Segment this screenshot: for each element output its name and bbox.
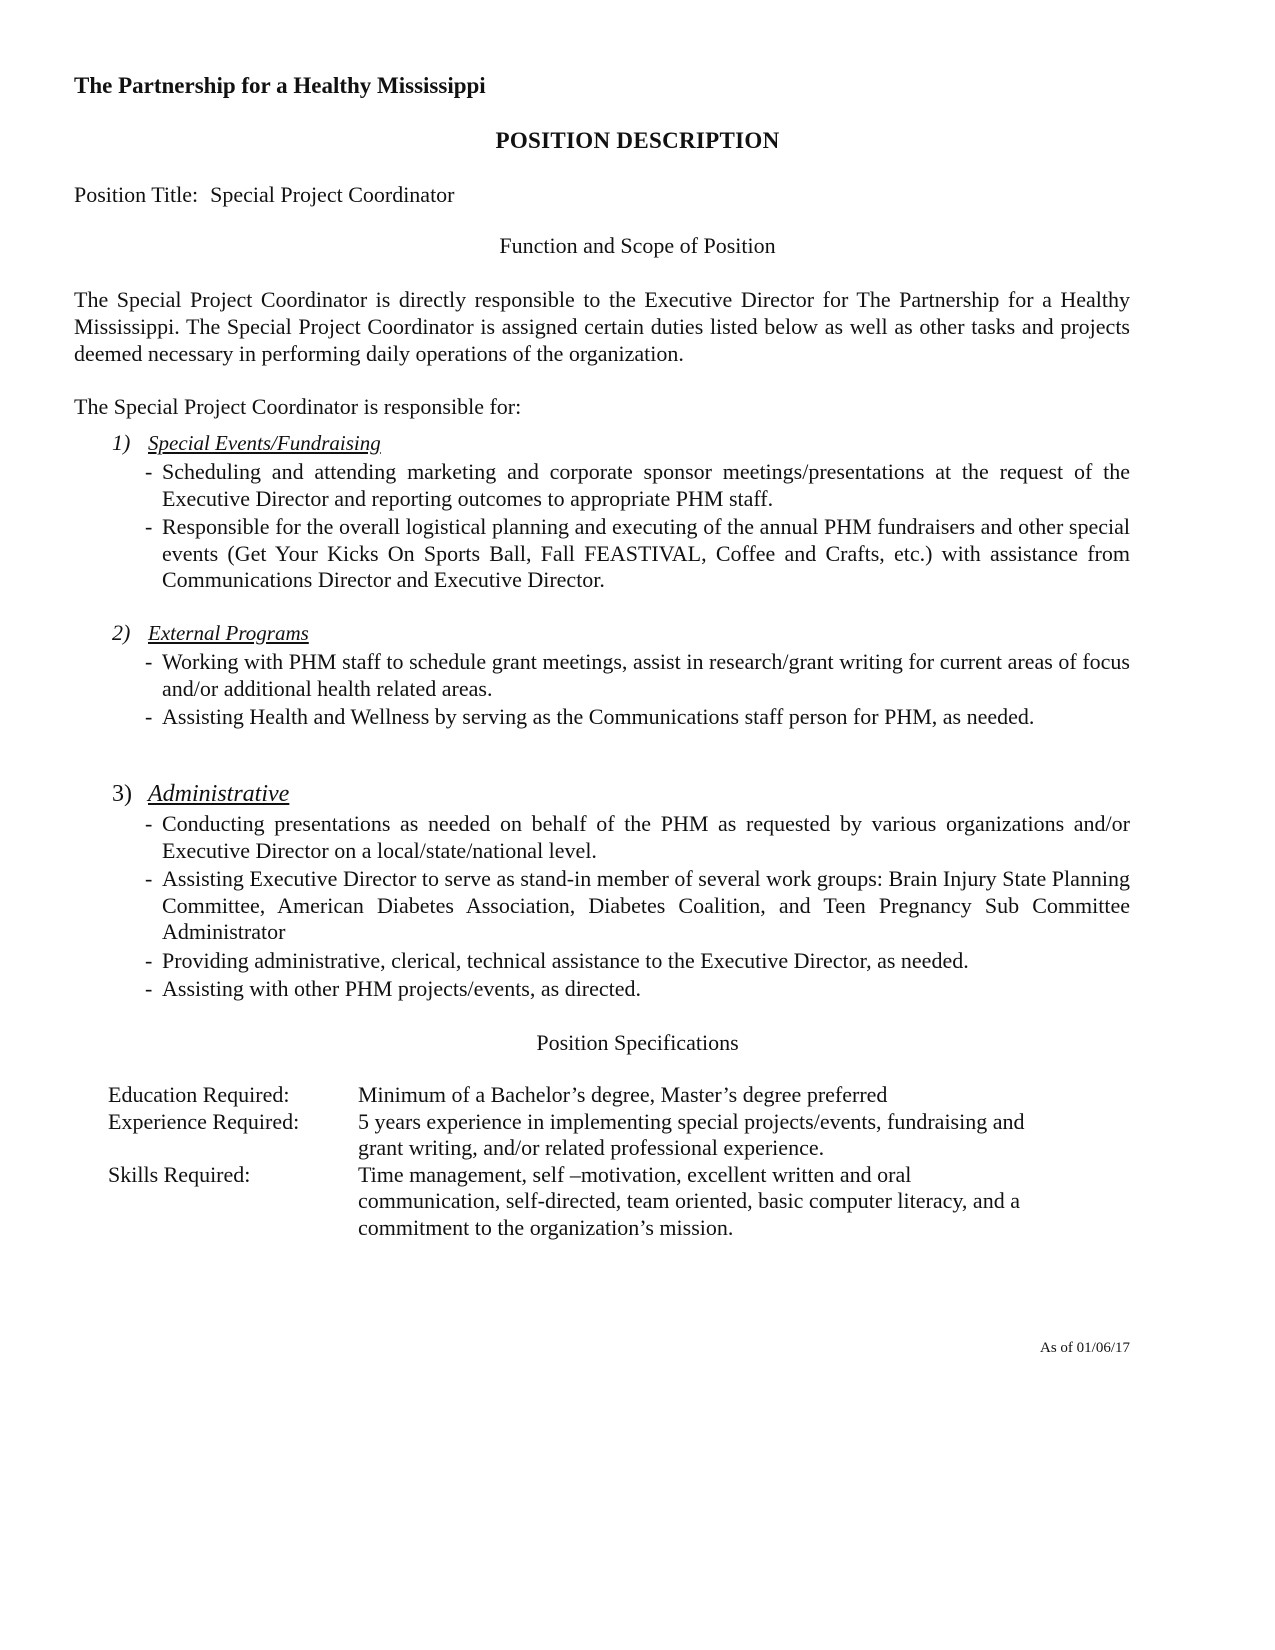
spec-label: Experience Required: [108, 1108, 300, 1134]
spec-label: Skills Required: [108, 1161, 251, 1187]
spec-value: Time management, self –motivation, excellent written and oral communication, self-directed, team oriented, basic computer literacy, and a commitment to the organization’s mission. [358, 1161, 1020, 1240]
section-label: Special Events/Fundraising [148, 431, 381, 455]
list-item: - Working with PHM staff to schedule grant meetings, assist in research/grant writing for current areas of focus and/or additional health related areas. [112, 649, 1130, 702]
section-number: 3) [112, 781, 132, 807]
section-number: 2) [112, 620, 131, 645]
spec-row-skills [108, 1162, 1058, 1242]
spec-value: Minimum of a Bachelor’s degree, Master’s degree preferred [358, 1082, 888, 1107]
intro-paragraph: The Special Project Coordinator is directly responsible to the Executive Director for The Partnership for a Healthy Mississippi. The Special Project Coordinator is assigned certain duties listed below as well as other tasks and projects deemed necessary in performing daily operations of the organization. [74, 287, 1130, 366]
list-item: - Assisting Executive Director to serve as stand-in member of several work groups: Brain Injury State Planning Committee, American Diabetes Association, Diabetes Coalition, and Teen Pregnancy Sub Committee Administrator [112, 866, 1130, 946]
document-title: POSITION DESCRIPTION [495, 128, 780, 153]
section-heading [112, 781, 1130, 811]
document-page [74, 0, 1130, 1650]
section-number: 1) [112, 430, 131, 455]
spec-value: 5 years experience in implementing special projects/events, fundraising and grant writing, and/or related professional experience. [358, 1108, 1025, 1160]
section-label: External Programs [148, 621, 309, 645]
list-item: - Providing administrative, clerical, technical assistance to the Executive Director, as needed. [112, 948, 1130, 975]
position-title-value: Special Project Coordinator [210, 182, 455, 207]
list-item: - Conducting presentations as needed on behalf of the PHM as requested by various organizations and/or Executive Director on a local/state/national level. [112, 811, 1130, 864]
organization-name: The Partnership for a Healthy Mississippi [74, 73, 486, 98]
section-special-events [112, 430, 1130, 596]
section-external-programs [112, 620, 1130, 733]
list-item: - Assisting with other PHM projects/events, as directed. [112, 976, 1130, 1003]
spec-row-experience [108, 1109, 1058, 1162]
position-title-label: Position Title: [74, 182, 199, 207]
list-item: - Assisting Health and Wellness by serving as the Communications staff person for PHM, as needed. [112, 704, 1130, 731]
bullet-list [112, 811, 1130, 1003]
bullet-list [112, 459, 1130, 594]
responsible-lead: The Special Project Coordinator is responsible for: [74, 394, 522, 419]
section-label: Administrative [148, 781, 290, 807]
list-item: - Responsible for the overall logistical planning and executing of the annual PHM fundraisers and other special events (Get Your Kicks On Sports Ball, Fall FEASTIVAL, Coffee and Crafts, etc.) with assistance from Communications Director and Executive Director. [112, 514, 1130, 594]
specifications-table [108, 1082, 1058, 1241]
section-heading [112, 620, 1130, 649]
spec-row-education [108, 1082, 1058, 1109]
function-scope-heading: Function and Scope of Position [499, 233, 776, 258]
section-heading [112, 430, 1130, 459]
section-administrative [112, 781, 1130, 1005]
bullet-list [112, 649, 1130, 731]
specifications-heading: Position Specifications [536, 1030, 739, 1055]
spec-label: Education Required: [108, 1082, 290, 1107]
as-of-date: As of 01/06/17 [1040, 1340, 1130, 1356]
position-title-line [74, 182, 455, 208]
list-item: - Scheduling and attending marketing and corporate sponsor meetings/presentations at the request of the Executive Director and reporting outcomes to appropriate PHM staff. [112, 459, 1130, 512]
